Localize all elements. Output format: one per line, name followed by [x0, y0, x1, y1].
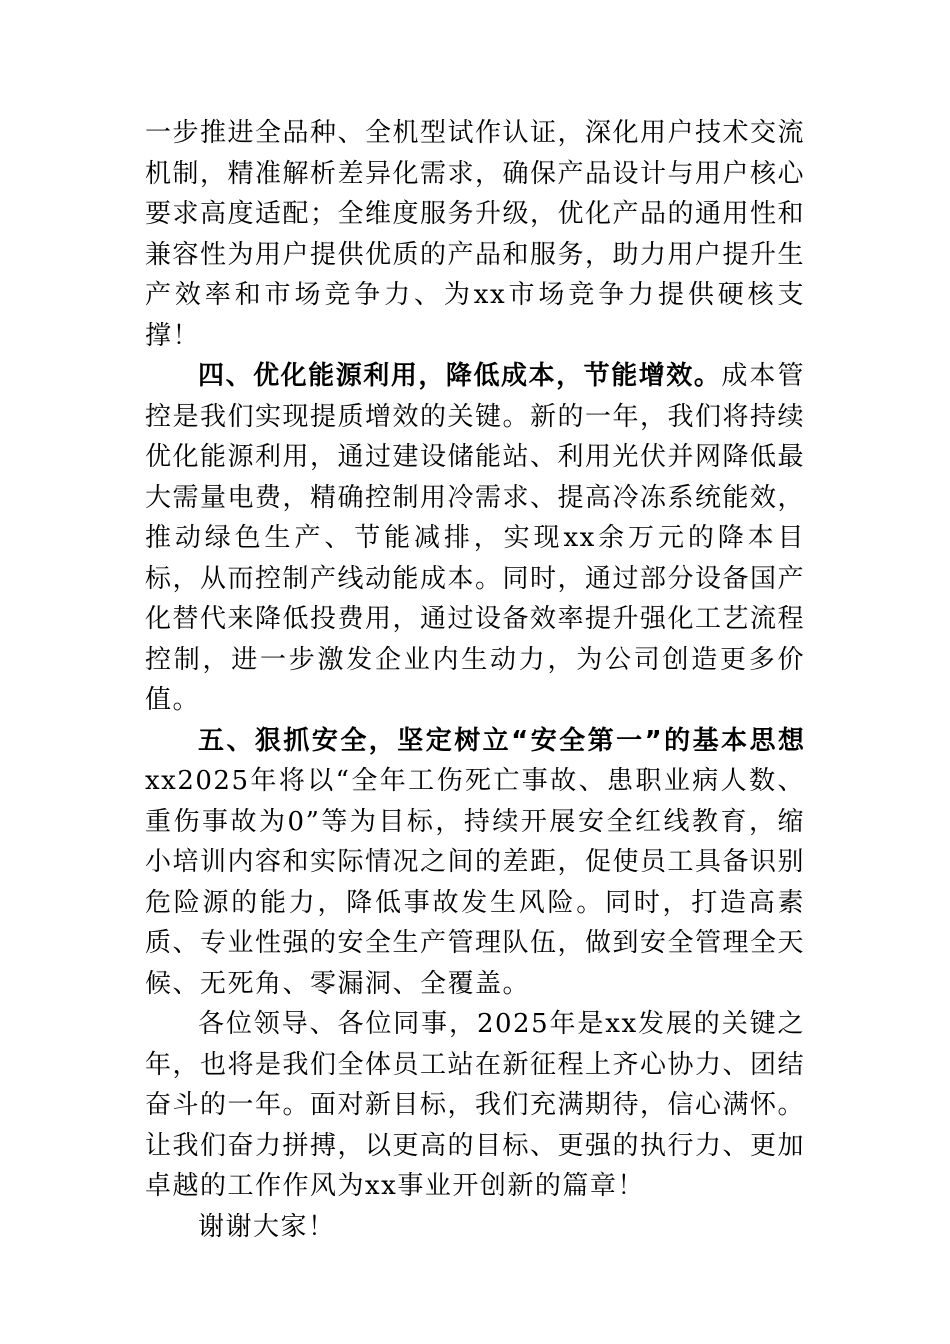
section-heading-energy: 四、优化能源利用，降低成本，节能增效。	[198, 361, 722, 391]
paragraph-text: 各位领导、各位同事，2025年是xx发展的关键之年，也将是我们全体员工站在新征程上齐心协力、团结奋斗的一年。面对新目标，我们充满期待，信心满怀。让我们奋力拼搏，以更高的目标、更强的执行力、更加卓越的工作作风为xx事业开创新的篇章！	[145, 1009, 806, 1201]
paragraph-text: 谢谢大家！	[198, 1211, 336, 1242]
paragraph-energy	[145, 356, 805, 721]
paragraph-closing	[145, 1004, 805, 1207]
document-body	[145, 113, 805, 1247]
paragraph-thanks	[145, 1207, 805, 1248]
paragraph-safety	[145, 721, 805, 1005]
paragraph-text: 一步推进全品种、全机型试作认证，深化用户技术交流机制，精准解析差异化需求，确保产品设计与用户核心要求高度适配；全维度服务升级，优化产品的通用性和兼容性为用户提供优质的产品和服务，助力用户提升生产效率和市场竞争力、为xx市场竞争力提供硬核支撑！	[145, 118, 806, 351]
section-heading-safety: 五、狠抓安全，坚定树立“安全第一”的基本思想	[198, 725, 805, 756]
paragraph-text: xx2025年将以“全年工伤死亡事故、患职业病人数、重伤事故为0”等为目标，持续开展安全红线教育，缩小培训内容和实际情况之间的差距，促使员工具备识别危险源的能力，降低事故发生风险。同时，打造高素质、专业性强的安全生产管理队伍，做到安全管理全天候、无死角、零漏洞、全覆盖。	[145, 766, 806, 999]
paragraph-product-service	[145, 113, 805, 356]
paragraph-text: 成本管控是我们实现提质增效的关键。新的一年，我们将持续优化能源利用，通过建设储能站、利用光伏并网降低最大需量电费，精确控制用冷需求、提高冷冻系统能效，推动绿色生产、节能减排，实现xx余万元的降本目标，从而控制产线动能成本。同时，通过部分设备国产化替代来降低投费用，通过设备效率提升强化工艺流程控制，进一步激发企业内生动力，为公司创造更多价值。	[145, 361, 806, 715]
